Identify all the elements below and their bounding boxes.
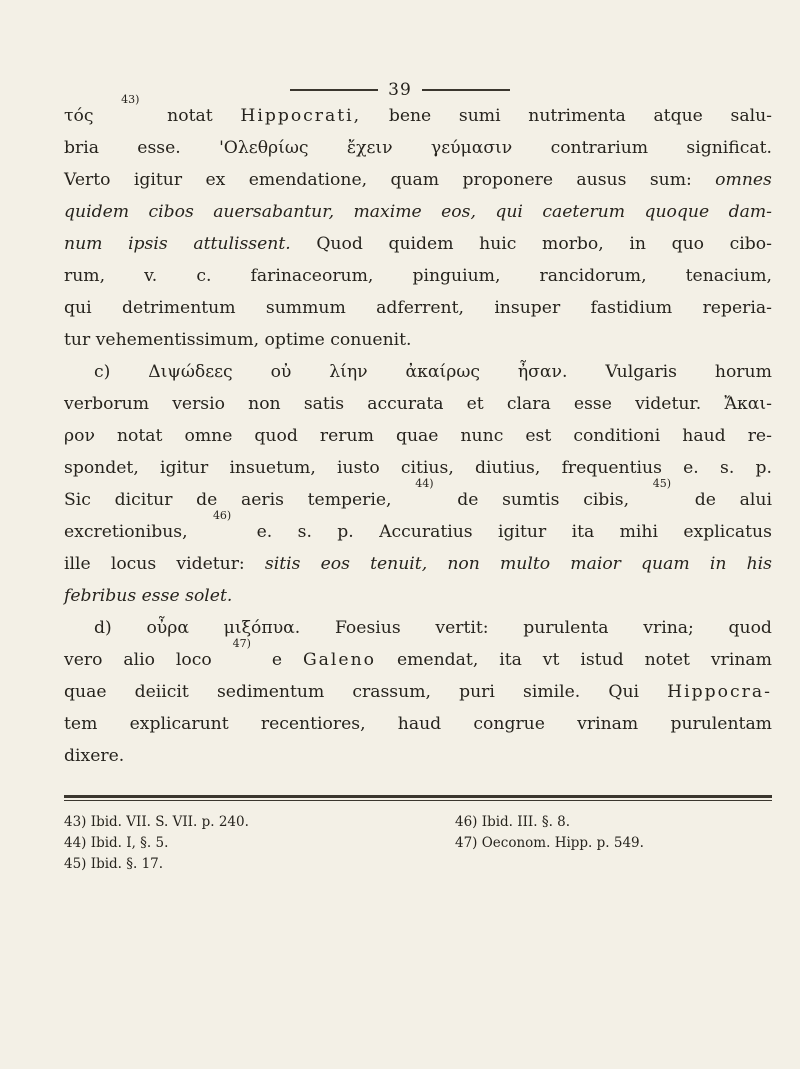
footnote: 43) Ibid. VII. S. VII. p. 240.: [64, 814, 249, 830]
word: οὐ: [270, 362, 292, 382]
word: ille: [64, 554, 91, 574]
word: λίην: [329, 362, 368, 382]
word: cibis,: [583, 490, 630, 510]
word: Διψώδεες: [148, 362, 233, 382]
word: congrue: [473, 714, 545, 734]
word: Ἄκαι-: [724, 394, 772, 414]
word: clara: [506, 394, 551, 414]
word: detrimentum: [121, 298, 236, 318]
word: bria: [64, 138, 99, 158]
word: purulenta: [523, 618, 609, 638]
word: ἦσαν.: [517, 362, 568, 382]
word: non: [248, 394, 281, 414]
text-line: [64, 548, 772, 580]
word: mihi: [619, 522, 658, 542]
word: morbo,: [542, 234, 604, 254]
word: e: [271, 650, 283, 670]
word: summum: [265, 298, 346, 318]
word: ita: [571, 522, 595, 542]
text-line: [64, 93, 772, 132]
word: spondet,: [64, 458, 139, 478]
word: simile.: [523, 682, 581, 702]
word: ἔχειν: [346, 138, 393, 158]
word: de: [457, 490, 479, 510]
word: p.: [755, 458, 772, 478]
footnote-rule: [64, 795, 772, 798]
word: deiicit: [134, 682, 189, 702]
word: crassum,: [352, 682, 431, 702]
word: Hippocra-: [667, 682, 772, 702]
word: tem: [64, 714, 98, 734]
word: 47): [232, 637, 251, 650]
word: horum: [714, 362, 772, 382]
text-line: [64, 612, 772, 644]
word: μιξόπυα.: [223, 618, 301, 638]
word: diutius,: [475, 458, 541, 478]
word: loco: [175, 650, 212, 670]
text-line: [64, 356, 772, 388]
word: de: [196, 490, 218, 510]
word: huic: [479, 234, 517, 254]
word: notat: [116, 426, 163, 446]
word: est: [525, 426, 552, 446]
word: p.: [337, 522, 354, 542]
word: tenacium,: [685, 266, 772, 286]
word: tenuit,: [370, 554, 428, 574]
footnote: 45) Ibid. §. 17.: [64, 856, 164, 872]
word: quoque: [644, 202, 710, 222]
word: pinguium,: [412, 266, 501, 286]
word: ita: [499, 650, 522, 670]
word: explicatus: [683, 522, 772, 542]
word: insuetum,: [229, 458, 316, 478]
word: multo: [500, 554, 551, 574]
word: omne: [184, 426, 233, 446]
page-header: [0, 80, 800, 100]
word: in: [709, 554, 727, 574]
word: quae: [64, 682, 107, 702]
word: s.: [297, 522, 312, 542]
word: reperia-: [702, 298, 772, 318]
footnote: 47) Oeconom. Hipp. p. 549.: [455, 835, 644, 851]
word: citius,: [400, 458, 454, 478]
word: conuenit.: [330, 330, 412, 350]
word: maxime: [353, 202, 422, 222]
word: versio: [172, 394, 225, 414]
word: tur: [64, 330, 91, 350]
footnotes: [64, 812, 772, 875]
word: quod: [728, 618, 772, 638]
text-line: [64, 228, 772, 260]
word: esse: [141, 586, 180, 606]
body-text: [64, 93, 772, 772]
word: Sic: [64, 490, 91, 510]
word: et: [466, 394, 484, 414]
word: optime: [264, 330, 325, 350]
word: contrarium: [550, 138, 649, 158]
word: ex: [205, 170, 226, 190]
word: qui: [495, 202, 523, 222]
text-line: [64, 164, 772, 196]
word: sum:: [649, 170, 692, 190]
word: dam-: [728, 202, 772, 222]
word: proponere: [462, 170, 554, 190]
text-line: [64, 324, 772, 356]
word: in: [629, 234, 646, 254]
word: notet: [644, 650, 690, 670]
word: γεύμασιν: [430, 138, 513, 158]
page-number: 39: [388, 80, 412, 100]
word: cibo-: [729, 234, 772, 254]
word: excretionibus,: [64, 522, 188, 542]
word: quidem: [388, 234, 454, 254]
word: v.: [144, 266, 158, 286]
word: quam: [641, 554, 690, 574]
word: de: [694, 490, 716, 510]
word: solet.: [185, 586, 233, 606]
word: igitur: [498, 522, 547, 542]
text-line: [64, 260, 772, 292]
word: igitur: [160, 458, 209, 478]
text-line: [64, 420, 772, 452]
word: insuper: [494, 298, 561, 318]
word: rancidorum,: [539, 266, 647, 286]
word: rum,: [64, 266, 106, 286]
word: οὖρα: [146, 618, 189, 638]
word: frequentius: [561, 458, 662, 478]
word: Vulgaris: [605, 362, 677, 382]
word: ἀκαίρως: [405, 362, 480, 382]
word: sumi: [458, 106, 501, 126]
word: dicitur: [114, 490, 173, 510]
word: esse.: [137, 138, 181, 158]
text-line: [64, 637, 772, 676]
word: purulentam: [670, 714, 772, 734]
word: emendat,: [396, 650, 479, 670]
word: rerum: [319, 426, 374, 446]
word: caeterum: [542, 202, 626, 222]
text-line: [64, 509, 772, 548]
word: alio: [123, 650, 155, 670]
word: 'Ολεθρίως: [219, 138, 309, 158]
word: vero: [64, 650, 103, 670]
text-line: [64, 676, 772, 708]
word: Galeno: [302, 650, 377, 670]
word: non: [447, 554, 480, 574]
word: qui: [64, 298, 92, 318]
word: sitis: [264, 554, 301, 574]
text-line: [64, 132, 772, 164]
footnotes-right-column: [455, 812, 772, 875]
text-line: [64, 708, 772, 740]
word: haud: [682, 426, 726, 446]
word: emendatione,: [248, 170, 368, 190]
word: ipsis: [128, 234, 168, 254]
text-line: [64, 196, 772, 228]
text-line: [64, 477, 772, 516]
word: 45): [652, 477, 672, 490]
word: Quod: [316, 234, 363, 254]
word: quam: [390, 170, 440, 190]
word: videtur.: [635, 394, 702, 414]
word: eos: [320, 554, 350, 574]
word: c): [94, 362, 111, 382]
word: 44): [415, 477, 434, 490]
word: sedimentum: [216, 682, 325, 702]
text-line: [64, 580, 772, 612]
word: his: [746, 554, 772, 574]
word: e.: [256, 522, 273, 542]
word: ausus: [576, 170, 627, 190]
word: vt: [542, 650, 560, 670]
word: bene: [388, 106, 432, 126]
word: dixere.: [64, 746, 125, 766]
word: verborum: [64, 394, 150, 414]
word: ρον: [64, 426, 95, 446]
text-line: [64, 388, 772, 420]
word: re-: [747, 426, 772, 446]
word: vehementissimum,: [95, 330, 260, 350]
footnotes-left-column: [64, 812, 381, 875]
word: salu-: [730, 106, 772, 126]
word: farinaceorum,: [250, 266, 374, 286]
word: fastidium: [590, 298, 673, 318]
word: quo: [671, 234, 704, 254]
word: Accuratius: [379, 522, 473, 542]
word: alui: [739, 490, 772, 510]
text-line: [64, 292, 772, 324]
word: Foesius: [334, 618, 401, 638]
word: nunc: [460, 426, 504, 446]
word: haud: [397, 714, 442, 734]
word: aeris: [240, 490, 284, 510]
word: c.: [196, 266, 212, 286]
word: iusto: [337, 458, 380, 478]
word: temperie,: [307, 490, 392, 510]
header-rule-right: [422, 89, 510, 91]
word: nutrimenta: [528, 106, 626, 126]
word: conditioni: [573, 426, 661, 446]
word: significat.: [686, 138, 772, 158]
word: vrinam: [577, 714, 639, 734]
word: s.: [720, 458, 735, 478]
word: atque: [653, 106, 703, 126]
word: Qui: [608, 682, 640, 702]
word: 43): [121, 93, 140, 106]
word: Verto: [64, 170, 111, 190]
word: τός: [64, 106, 94, 126]
word: maior: [570, 554, 621, 574]
word: videtur:: [176, 554, 245, 574]
word: sumtis: [502, 490, 560, 510]
word: omnes: [715, 170, 772, 190]
text-line: [64, 740, 772, 772]
word: quae: [395, 426, 439, 446]
footnote: 44) Ibid. I, §. 5.: [64, 835, 169, 851]
word: satis: [303, 394, 345, 414]
word: d): [94, 618, 112, 638]
word: 46): [212, 509, 232, 522]
header-rule-left: [290, 89, 378, 91]
footnote: 46) Ibid. III. §. 8.: [455, 814, 571, 830]
word: vrina;: [643, 618, 694, 638]
word: eos,: [441, 202, 476, 222]
word: explicarunt: [129, 714, 229, 734]
word: attulissent.: [193, 234, 291, 254]
word: adferrent,: [376, 298, 464, 318]
word: cibos: [148, 202, 194, 222]
word: quod: [254, 426, 298, 446]
word: num: [64, 234, 103, 254]
word: Hippocrati,: [240, 106, 362, 126]
word: istud: [580, 650, 624, 670]
word: puri: [459, 682, 495, 702]
word: quidem: [64, 202, 130, 222]
word: accurata: [367, 394, 444, 414]
word: locus: [110, 554, 157, 574]
word: vertit:: [435, 618, 489, 638]
word: esse: [573, 394, 612, 414]
footnote-rule-thin: [64, 800, 772, 801]
word: auersabantur,: [213, 202, 335, 222]
word: febribus: [64, 586, 137, 606]
word: vrinam: [710, 650, 772, 670]
word: notat: [167, 106, 213, 126]
word: recentiores,: [260, 714, 366, 734]
word: e.: [683, 458, 699, 478]
word: igitur: [133, 170, 183, 190]
